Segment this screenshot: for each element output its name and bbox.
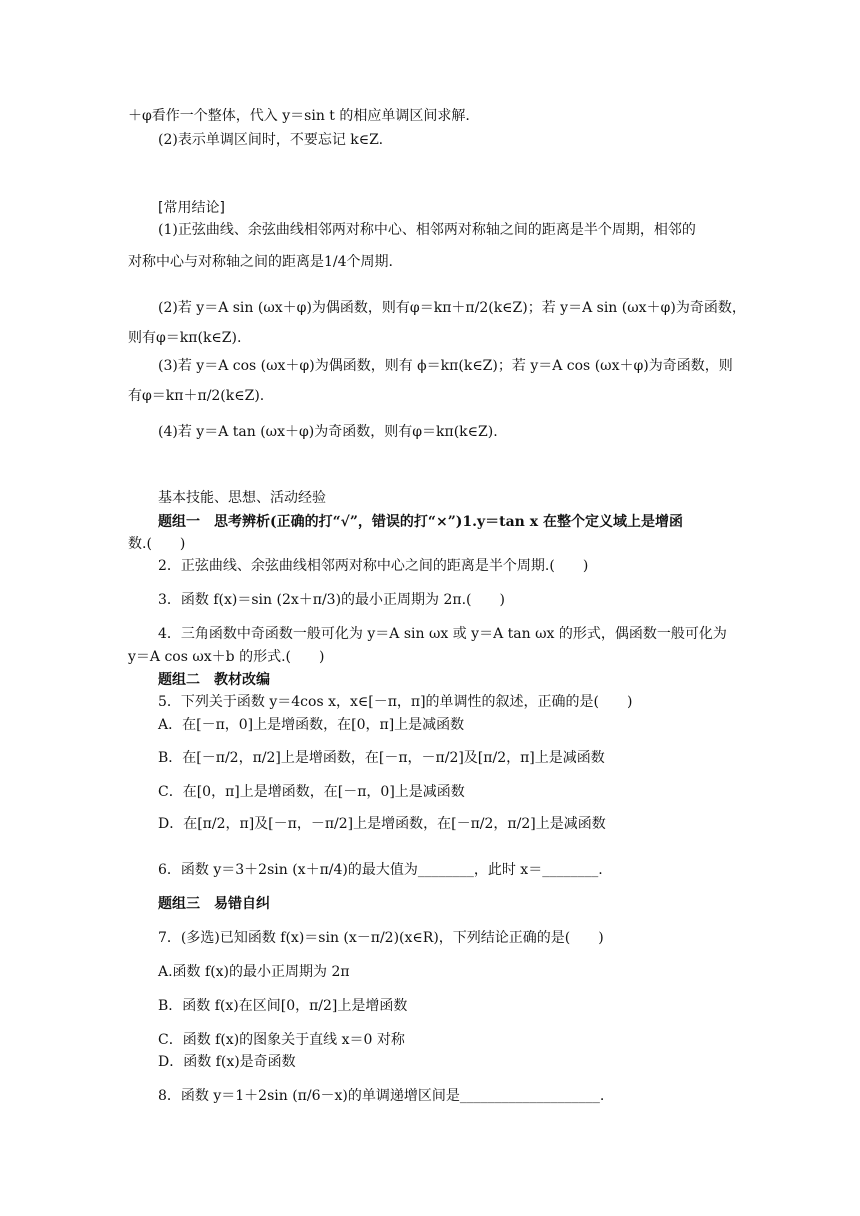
- group-2-heading: 题组二 教材改编: [158, 672, 270, 688]
- question-5: 5．下列关于函数 y＝4cos x，x∈[－π，π]的单调性的叙述，正确的是( ): [158, 694, 633, 710]
- question-4-line-2: y＝A cos ωx＋b 的形式.( ): [128, 649, 325, 665]
- conclusion-2-line-2: 则有φ＝kπ(k∈Z).: [128, 330, 242, 346]
- question-5-option-d: D．在[π/2，π]及[－π，－π/2]上是增函数，在[－π/2，π/2]上是减函数: [158, 816, 606, 832]
- section-heading-conclusions: [常用结论]: [158, 200, 225, 216]
- question-7-option-a: A.函数 f(x)的最小正周期为 2π: [158, 964, 350, 980]
- group-1-line-1: 题组一 思考辨析(正确的打“√”，错误的打“×”)1.y＝tan x 在整个定义域上是增函: [158, 514, 683, 530]
- question-7-option-d: D．函数 f(x)是奇函数: [158, 1054, 296, 1070]
- question-3: 3．函数 f(x)＝sin (2x＋π/3)的最小正周期为 2π.( ): [158, 592, 505, 608]
- text-line-1: ＋φ看作一个整体，代入 y＝sin t 的相应单调区间求解.: [128, 108, 470, 124]
- conclusion-1-line-2: 对称中心与对称轴之间的距离是1/4个周期.: [128, 254, 393, 270]
- group-3-heading: 题组三 易错自纠: [158, 896, 270, 912]
- group-1-line-2: 数.( ): [128, 536, 186, 552]
- question-5-option-b: B．在[－π/2，π/2]上是增函数，在[－π，－π/2]及[π/2，π]上是减函数: [158, 750, 605, 766]
- question-5-option-c: C．在[0，π]上是增函数，在[－π，0]上是减函数: [158, 784, 465, 800]
- question-7-option-b: B．函数 f(x)在区间[0，π/2]上是增函数: [158, 998, 408, 1014]
- conclusion-3-line-1: (3)若 y＝A cos (ωx＋φ)为偶函数，则有 ϕ＝kπ(k∈Z)；若 y＝A cos (ωx＋φ)为奇函数，则: [158, 358, 733, 374]
- conclusion-1-line-1: (1)正弦曲线、余弦曲线相邻两对称中心、相邻两对称轴之间的距离是半个周期，相邻的: [158, 222, 696, 238]
- question-4-line-1: 4．三角函数中奇函数一般可化为 y＝A sin ωx 或 y＝A tan ωx 的形式，偶函数一般可化为: [158, 626, 727, 642]
- question-7-option-c: C．函数 f(x)的图象关于直线 x＝0 对称: [158, 1032, 405, 1048]
- conclusion-3-line-2: 有φ＝kπ＋π/2(k∈Z).: [128, 388, 265, 404]
- question-5-option-a: A．在[－π，0]上是增函数，在[0，π]上是减函数: [158, 717, 465, 733]
- question-7: 7．(多选)已知函数 f(x)＝sin (x－π/2)(x∈R)，下列结论正确的是( ): [158, 930, 604, 946]
- question-6: 6．函数 y＝3＋2sin (x＋π/4)的最大值为________，此时 x＝________.: [158, 862, 603, 878]
- conclusion-4: (4)若 y＝A tan (ωx＋φ)为奇函数，则有φ＝kπ(k∈Z).: [158, 424, 498, 440]
- section-heading-skills: 基本技能、思想、活动经验: [158, 490, 326, 506]
- question-8: 8．函数 y＝1＋2sin (π/6－x)的单调递增区间是____________________.: [158, 1088, 605, 1104]
- text-line-2: (2)表示单调区间时，不要忘记 k∈Z.: [158, 132, 384, 148]
- conclusion-2-line-1: (2)若 y＝A sin (ωx＋φ)为偶函数，则有φ＝kπ＋π/2(k∈Z)；若 y＝A sin (ωx＋φ)为奇函数，: [158, 300, 746, 316]
- question-2: 2．正弦曲线、余弦曲线相邻两对称中心之间的距离是半个周期.( ): [158, 558, 589, 574]
